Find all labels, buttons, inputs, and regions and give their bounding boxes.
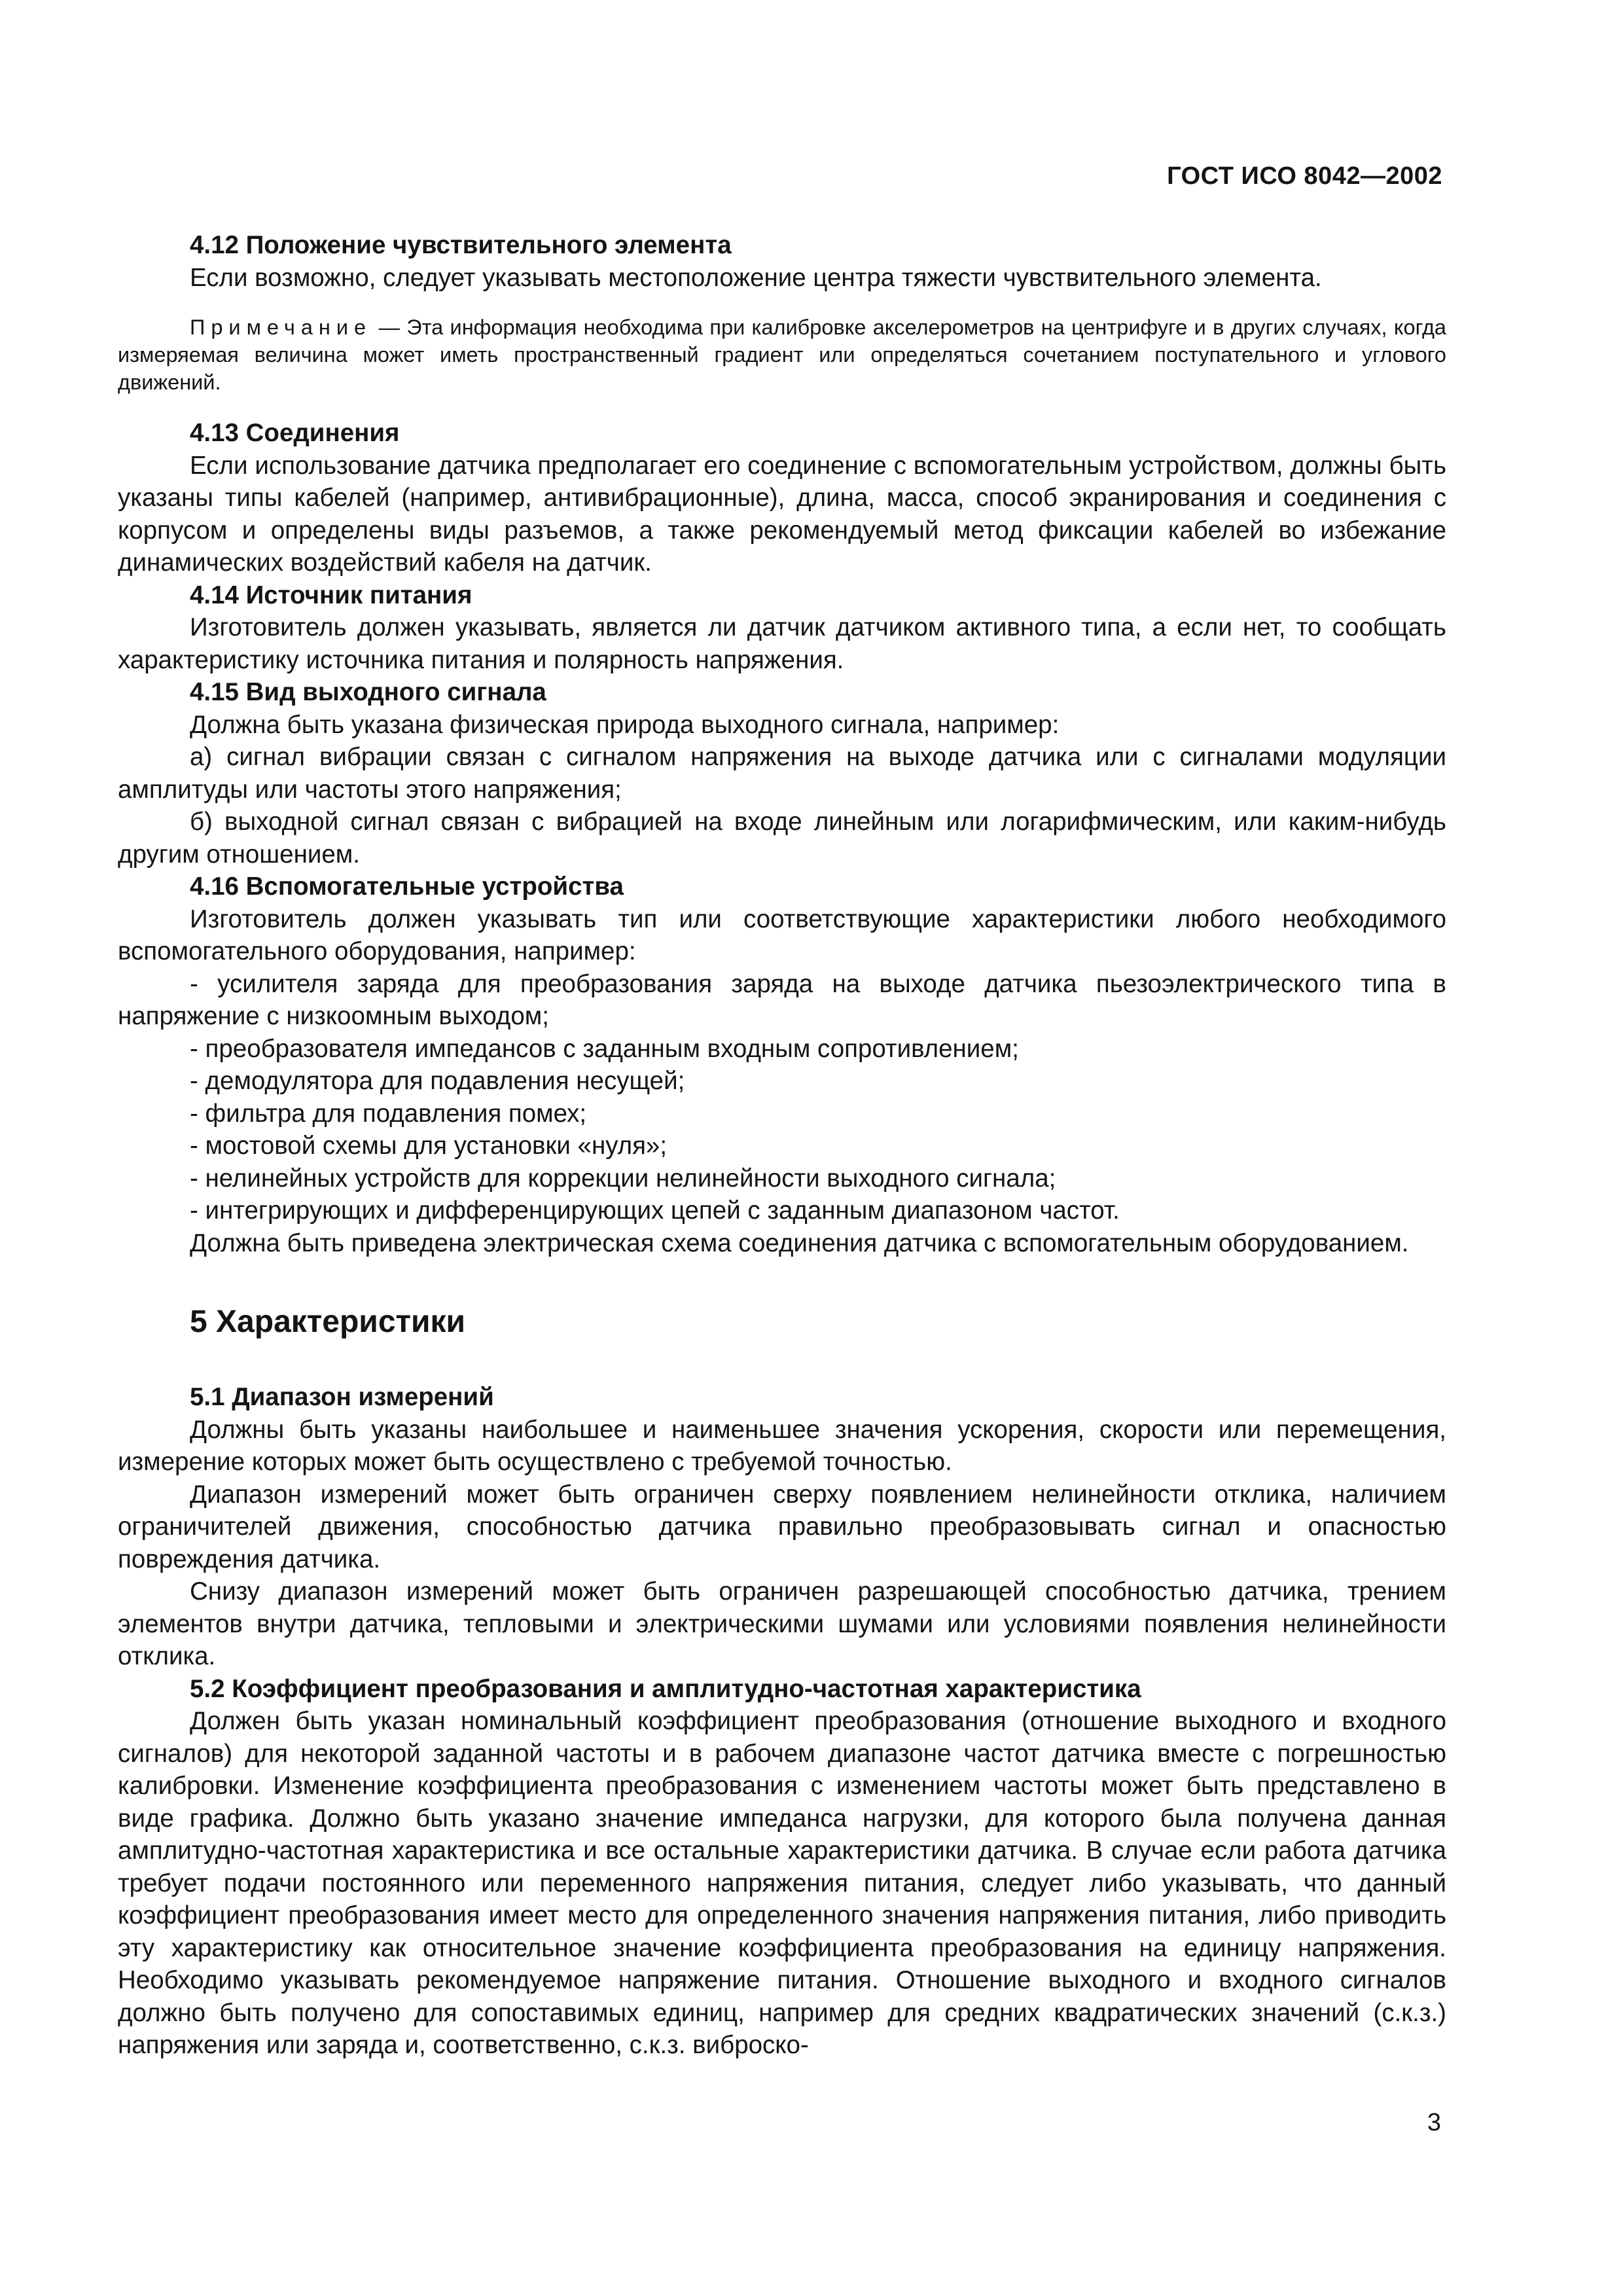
section-4-12-paragraph: Если возможно, следует указывать местоположение центра тяжести чувствительного элемента. xyxy=(190,263,1322,292)
section-4-15-paragraph: Должна быть указана физическая природа выходного сигнала, например: xyxy=(190,710,1060,739)
section-5-1-paragraph-3: Снизу диапазон измерений может быть ограничен разрешающей способностью датчика, трением элементов внутри датчика, тепловыми и электрическими шумами или условиями появления нелинейности отклика. xyxy=(118,1577,1446,1670)
section-4-15-title: 4.15 Вид выходного сигнала xyxy=(190,678,546,706)
section-4-15-item-b: б) выходной сигнал связан с вибрацией на входе линейным или логарифмическим, или каким-нибудь другим отношением. xyxy=(118,808,1446,869)
section-4-16-title: 4.16 Вспомогательные устройства xyxy=(190,872,624,901)
section-4-16-paragraph: Изготовитель должен указывать тип или соответствующие характеристики любого необходимого вспомогательного оборудования, например: xyxy=(118,905,1446,965)
section-5-1-title: 5.1 Диапазон измерений xyxy=(190,1383,494,1411)
section-4-13-title: 4.13 Соединения xyxy=(190,419,400,447)
document-header: ГОСТ ИСО 8042—2002 xyxy=(1167,162,1442,190)
section-5-2-paragraph: Должен быть указан номинальный коэффициент преобразования (отношение выходного и входного сигналов) для некоторой заданной частоты и в рабочем диапазоне частот датчика вместе с погрешностью калибровки. Изменение коэффициента преобразования с изменением частоты может быть представлено в виде графика. Должно быть указано значение импеданса нагрузки, для которого была получена данная амплитудно-частотная характеристика и все остальные характеристики датчика. В случае если работа датчика требует подачи постоянного или переменного напряжения питания, следует либо указывать, что данный коэффициент преобразования имеет место для определенного значения напряжения питания, либо приводить эту характеристику как относительное значение коэффициента преобразования на единицу напряжения. Необходимо указывать рекомендуемое напряжение питания. Отношение выходного и входного сигналов должно быть получено для сопоставимых единиц, например для средних квадратических значений (с.к.з.) напряжения или заряда и, соответственно, с.к.з. виброско- xyxy=(118,1707,1446,2059)
list-item: - мостовой схемы для установки «нуля»; xyxy=(190,1132,668,1160)
list-item: - демодулятора для подавления несущей; xyxy=(190,1067,685,1095)
list-item: - интегрирующих и дифференцирующих цепей с заданным диапазоном частот. xyxy=(190,1196,1120,1225)
note-text: — Эта информация необходима при калибровке акселерометров на центрифуге и в других случаях, когда измеряемая величина может иметь пространственный градиент или определяться сочетанием поступательного и углового движений. xyxy=(118,315,1446,394)
list-item: - нелинейных устройств для коррекции нелинейности выходного сигнала; xyxy=(190,1164,1056,1193)
section-4-13-paragraph: Если использование датчика предполагает его соединение с вспомогательным устройством, должны быть указаны типы кабелей (например, антивибрационные), длина, масса, способ экранирования и соединения с корпусом и определены виды разъемов, а также рекомендуемый метод фиксации кабелей во избежание динамических воздействий кабеля на датчик. xyxy=(118,451,1446,577)
section-4-14-paragraph: Изготовитель должен указывать, является ли датчик датчиком активного типа, а если нет, то сообщать характеристику источника питания и полярность напряжения. xyxy=(118,613,1446,674)
note xyxy=(118,314,1446,396)
section-4-14-title: 4.14 Источник питания xyxy=(190,581,473,609)
section-5-1-paragraph-1: Должны быть указаны наибольшее и наименьшее значения ускорения, скорости или перемещения, измерение которых может быть осуществлено с требуемой точностью. xyxy=(118,1415,1446,1476)
list-item: - усилителя заряда для преобразования заряда на выходе датчика пьезоэлектрического типа в напряжение с низкоомным выходом; xyxy=(118,969,1446,1030)
list-item: - преобразователя импедансов с заданным входным сопротивлением; xyxy=(190,1034,1019,1063)
section-4-16-paragraph-2: Должна быть приведена электрическая схема соединения датчика с вспомогательным оборудованием. xyxy=(190,1229,1409,1257)
document-body xyxy=(118,229,1446,2062)
section-5-1-paragraph-2: Диапазон измерений может быть ограничен сверху появлением нелинейности отклика, наличием ограничителей движения, способностью датчика правильно преобразовывать сигнал и опасностью повреждения датчика. xyxy=(118,1480,1446,1573)
list-item: - фильтра для подавления помех; xyxy=(190,1099,587,1128)
section-4-15-item-a: а) сигнал вибрации связан с сигналом напряжения на выходе датчика или с сигналами модуляции амплитуды или частоты этого напряжения; xyxy=(118,743,1446,804)
section-5-title: 5 Характеристики xyxy=(190,1304,466,1339)
section-4-12-title: 4.12 Положение чувствительного элемента xyxy=(190,231,732,259)
section-5-2-title: 5.2 Коэффициент преобразования и амплитудно-частотная характеристика xyxy=(190,1674,1141,1703)
note-label: Примечание xyxy=(190,315,372,339)
page-number: 3 xyxy=(1427,2109,1441,2136)
